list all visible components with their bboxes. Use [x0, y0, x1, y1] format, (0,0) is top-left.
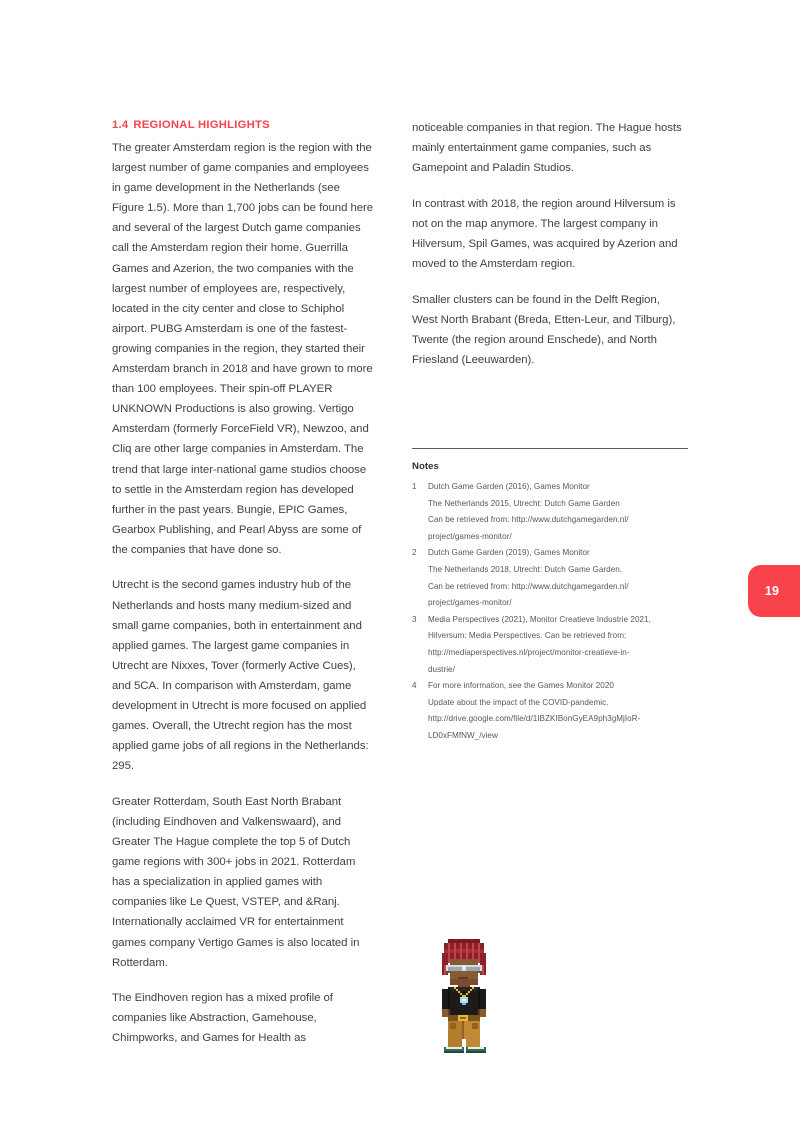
section-title: REGIONAL HIGHLIGHTS	[133, 119, 270, 131]
page-number-badge	[748, 565, 800, 617]
notes-section	[412, 448, 688, 745]
left-text-column	[112, 118, 374, 1049]
paragraph: Utrecht is the second games industry hub of the Netherlands and hosts many medium-sized and small game companies, both in entertainment and applied games. The largest game companies in Utrecht are Nixxes, Tover (formerly Active Cues), and 5CA. In comparison with Amsterdam, game development in Utrecht is more focused on applied games. Overall, the Utrecht region has the most applied game jobs of all regions in the Netherlands: 295.	[112, 579, 369, 773]
note-line: project/games-monitor/	[428, 598, 512, 608]
section-heading	[112, 118, 374, 133]
right-text-column	[412, 118, 688, 370]
note-number: 3	[412, 614, 417, 624]
paragraph: The greater Amsterdam region is the region with the largest number of game companies and employees in game development in the Netherlands (see Figure 1.5). More than 1,700 jobs can be found here and several of the largest Dutch game companies call the Amsterdam region their home. Guerrilla Games and Azerion, the two companies with the largest number of employees are, respectively, located in the city center and close to Schiphol airport. PUBG Amsterdam is one of the fastest-growing companies in the region, they started their Amsterdam branch in 2018 and have grown to more than 100 employees. Their spin-off PLAYER UNKNOWN Productions is also growing. Vertigo Amsterdam (formerly ForceField VR), Newzoo, and Cliq are other large companies in Amsterdam. The trend that large inter-national game studios choose to settle in the Amsterdam region has developed further in the past years. Bungie, EPIC Games, Gearbox Publishing, and Pearl Abyss are some of the companies that have done so.	[112, 142, 374, 556]
note-line: Update about the impact of the COVID-pandemic.	[428, 697, 609, 707]
notes-list	[412, 479, 688, 745]
notes-divider	[412, 448, 688, 449]
note-line: Hilversum: Media Perspectives. Can be retrieved from:	[428, 631, 627, 641]
note-line: Can be retrieved from: http://www.dutchgamegarden.nl/	[428, 581, 629, 591]
note-line: dustrie/	[428, 664, 455, 674]
note-line: Dutch Game Garden (2016), Games Monitor	[428, 482, 590, 491]
note-line: project/games-monitor/	[428, 531, 512, 541]
note-line: LD0xFMfNW_/view	[428, 730, 498, 740]
note-line: http://drive.google.com/file/d/1IBZKIBonGyEA9ph3gMjIoR-	[428, 714, 641, 724]
note-line: Media Perspectives (2021), Monitor Creatieve Industrie 2021,	[428, 614, 651, 624]
page-number: 19	[764, 584, 780, 598]
note-line: The Netherlands 2018, Utrecht: Dutch Game Garden.	[428, 564, 623, 574]
paragraph: Greater Rotterdam, South East North Brabant (including Eindhoven and Valkenswaard), and Greater The Hague complete the top 5 of Dutch game regions with 300+ jobs in 2021. Rotterdam has a specialization in applied games with companies like Le Quest, VSTEP, and &Ranj. Internationally acclaimed VR for entertainment games company Vertigo Games is also located in Rotterdam.	[112, 795, 360, 969]
note-item	[412, 678, 688, 744]
note-line: The Netherlands 2015, Utrecht: Dutch Game Garden	[428, 498, 620, 508]
note-number: 1	[412, 482, 417, 491]
paragraph: noticeable companies in that region. The Hague hosts mainly entertainment game companies, such as Gamepoint and Paladin Studios.	[412, 122, 682, 175]
note-line: http://mediaperspectives.nl/project/monitor-creatieve-in-	[428, 647, 630, 657]
paragraph: Smaller clusters can be found in the Delft Region, West North Brabant (Breda, Etten-Leur, and Tilburg), Twente (the region around Enschede), and North Friesland (Leeuwarden).	[412, 293, 676, 366]
paragraph: In contrast with 2018, the region around Hilversum is not on the map anymore. The largest company in Hilversum, Spil Games, was acquired by Azerion and moved to the Amsterdam region.	[412, 197, 678, 271]
note-line: For more information, see the Games Monitor 2020	[428, 681, 614, 691]
note-item	[412, 479, 688, 545]
note-line: Dutch Game Garden (2019), Games Monitor	[428, 548, 590, 558]
section-number: 1.4	[112, 119, 129, 131]
note-number: 2	[412, 548, 417, 558]
note-text	[428, 612, 688, 678]
note-line: Can be retrieved from: http://www.dutchgamegarden.nl/	[428, 515, 629, 525]
paragraph: The Eindhoven region has a mixed profile of companies like Abstraction, Gamehouse, Chimpworks, and Games for Health as	[112, 992, 333, 1045]
note-text	[428, 678, 688, 744]
note-item	[412, 612, 688, 678]
note-text	[428, 479, 688, 545]
note-item	[412, 545, 688, 611]
notes-title: Notes	[412, 461, 439, 472]
note-number: 4	[412, 681, 417, 691]
pixel-art-avatar	[432, 935, 496, 1055]
note-text	[428, 545, 688, 611]
